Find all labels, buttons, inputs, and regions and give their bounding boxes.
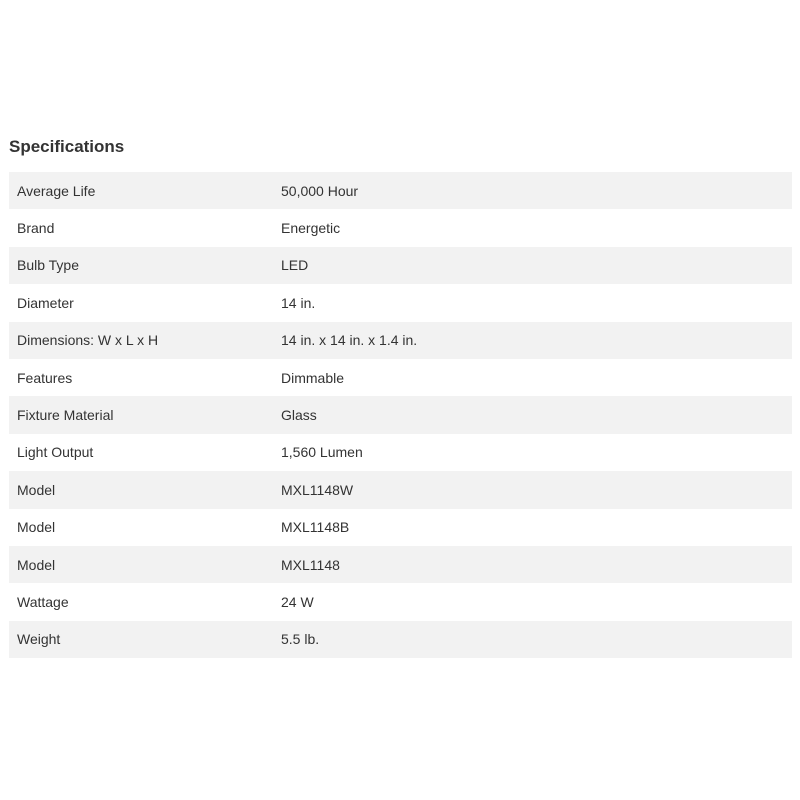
table-row — [9, 546, 792, 583]
spec-label: Weight — [17, 631, 61, 648]
table-row — [9, 247, 792, 284]
table-row — [9, 471, 792, 508]
spec-value: 24 W — [281, 593, 314, 610]
spec-value: MXL1148W — [281, 481, 354, 498]
spec-label: Model — [17, 556, 56, 573]
spec-label: Model — [17, 519, 56, 536]
spec-label: Brand — [17, 220, 55, 237]
spec-value: 50,000 Hour — [281, 182, 359, 199]
table-row — [9, 209, 792, 246]
spec-value: 5.5 lb. — [281, 631, 320, 648]
table-row — [9, 172, 792, 209]
table-row — [9, 284, 792, 321]
spec-value: LED — [281, 257, 309, 274]
spec-value: Energetic — [281, 220, 341, 237]
table-row — [9, 583, 792, 620]
table-row — [9, 322, 792, 359]
spec-value: MXL1148 — [281, 556, 340, 573]
specifications-section — [9, 132, 792, 658]
spec-label: Model — [17, 481, 56, 498]
specifications-table-body — [9, 172, 792, 658]
section-title: Specifications — [9, 137, 125, 156]
spec-label: Fixture Material — [17, 407, 114, 424]
spec-value: MXL1148B — [281, 519, 350, 536]
spec-label: Wattage — [17, 593, 69, 610]
specifications-table — [9, 172, 792, 658]
spec-value: 1,560 Lumen — [281, 444, 363, 461]
spec-value: Glass — [281, 407, 317, 424]
spec-label: Bulb Type — [17, 257, 80, 274]
table-row — [9, 621, 792, 658]
spec-label: Diameter — [17, 294, 74, 311]
spec-value: Dimmable — [281, 369, 345, 386]
spec-value: 14 in. x 14 in. x 1.4 in. — [281, 332, 418, 349]
table-row — [9, 396, 792, 433]
spec-label: Features — [17, 369, 73, 386]
spec-label: Light Output — [17, 444, 94, 461]
table-row — [9, 434, 792, 471]
spec-value: 14 in. — [281, 294, 316, 311]
table-row — [9, 359, 792, 396]
table-row — [9, 509, 792, 546]
spec-label: Dimensions: W x L x H — [17, 332, 159, 349]
spec-label: Average Life — [17, 182, 96, 199]
